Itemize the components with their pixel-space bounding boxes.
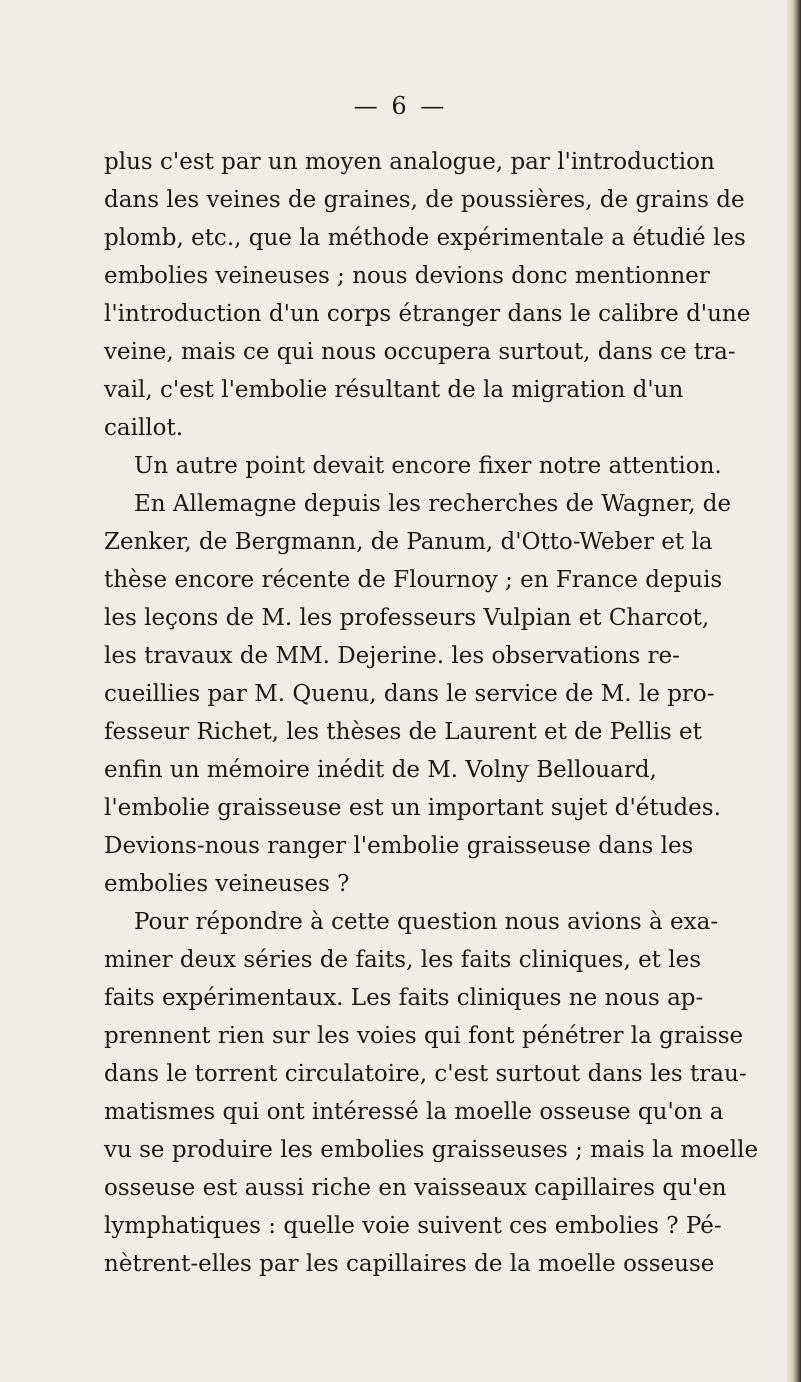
text-line: embolies veineuses ? [104, 871, 350, 897]
text-line: dans le torrent circulatoire, c'est surtout dans les trau- [104, 1061, 747, 1087]
text-line: les travaux de MM. Dejerine. les observations re- [104, 643, 680, 669]
page-edge-shadow [787, 0, 801, 1382]
text-line: matismes qui ont intéressé la moelle osseuse qu'on a [104, 1099, 724, 1125]
text-line: En Allemagne depuis les recherches de Wagner, de [134, 491, 732, 517]
text-line: fesseur Richet, les thèses de Laurent et de Pellis et [104, 719, 702, 745]
text-line: l'introduction d'un corps étranger dans le calibre d'une [104, 301, 751, 327]
text-line: thèse encore récente de Flournoy ; en France depuis [104, 567, 723, 593]
text-line: Zenker, de Bergmann, de Panum, d'Otto-Weber et la [104, 529, 713, 555]
text-line: les leçons de M. les professeurs Vulpian et Charcot, [104, 605, 710, 631]
text-line: embolies veineuses ; nous devions donc mentionner [104, 263, 710, 289]
text-line: plus c'est par un moyen analogue, par l'introduction [104, 149, 715, 175]
page-number: — 6 — [353, 92, 448, 120]
text-line: l'embolie graisseuse est un important sujet d'études. [104, 795, 721, 821]
text-line: veine, mais ce qui nous occupera surtout, dans ce tra- [104, 339, 736, 365]
paragraph-start-line: Pour répondre à cette question nous avions à exa- [134, 909, 719, 935]
text-line: miner deux séries de faits, les faits cliniques, et les [104, 947, 702, 973]
text-line: lymphatiques : quelle voie suivent ces embolies ? Pé- [104, 1213, 722, 1239]
text-line: prennent rien sur les voies qui font pénétrer la graisse [104, 1023, 744, 1049]
paragraph-start-line: Un autre point devait encore fixer notre attention. [134, 453, 722, 479]
text-line: osseuse est aussi riche en vaisseaux capillaires qu'en [104, 1175, 727, 1201]
text-line: cueillies par M. Quenu, dans le service de M. le pro- [104, 681, 715, 707]
body-text [104, 143, 768, 1283]
text-line: caillot. [104, 415, 184, 441]
text-line: vail, c'est l'embolie résultant de la migration d'un [104, 377, 684, 403]
text-line: plomb, etc., que la méthode expérimentale a étudié les [104, 225, 746, 251]
text-line: enfin un mémoire inédit de M. Volny Bellouard, [104, 757, 657, 783]
text-line: dans les veines de graines, de poussières, de grains de [104, 187, 745, 213]
text-line: faits expérimentaux. Les faits cliniques ne nous ap- [104, 985, 704, 1011]
text-line: Devions-nous ranger l'embolie graisseuse dans les [104, 833, 694, 859]
text-line: vu se produire les embolies graisseuses ; mais la moelle [104, 1137, 759, 1163]
text-line: nètrent-elles par les capillaires de la moelle osseuse [104, 1251, 715, 1277]
